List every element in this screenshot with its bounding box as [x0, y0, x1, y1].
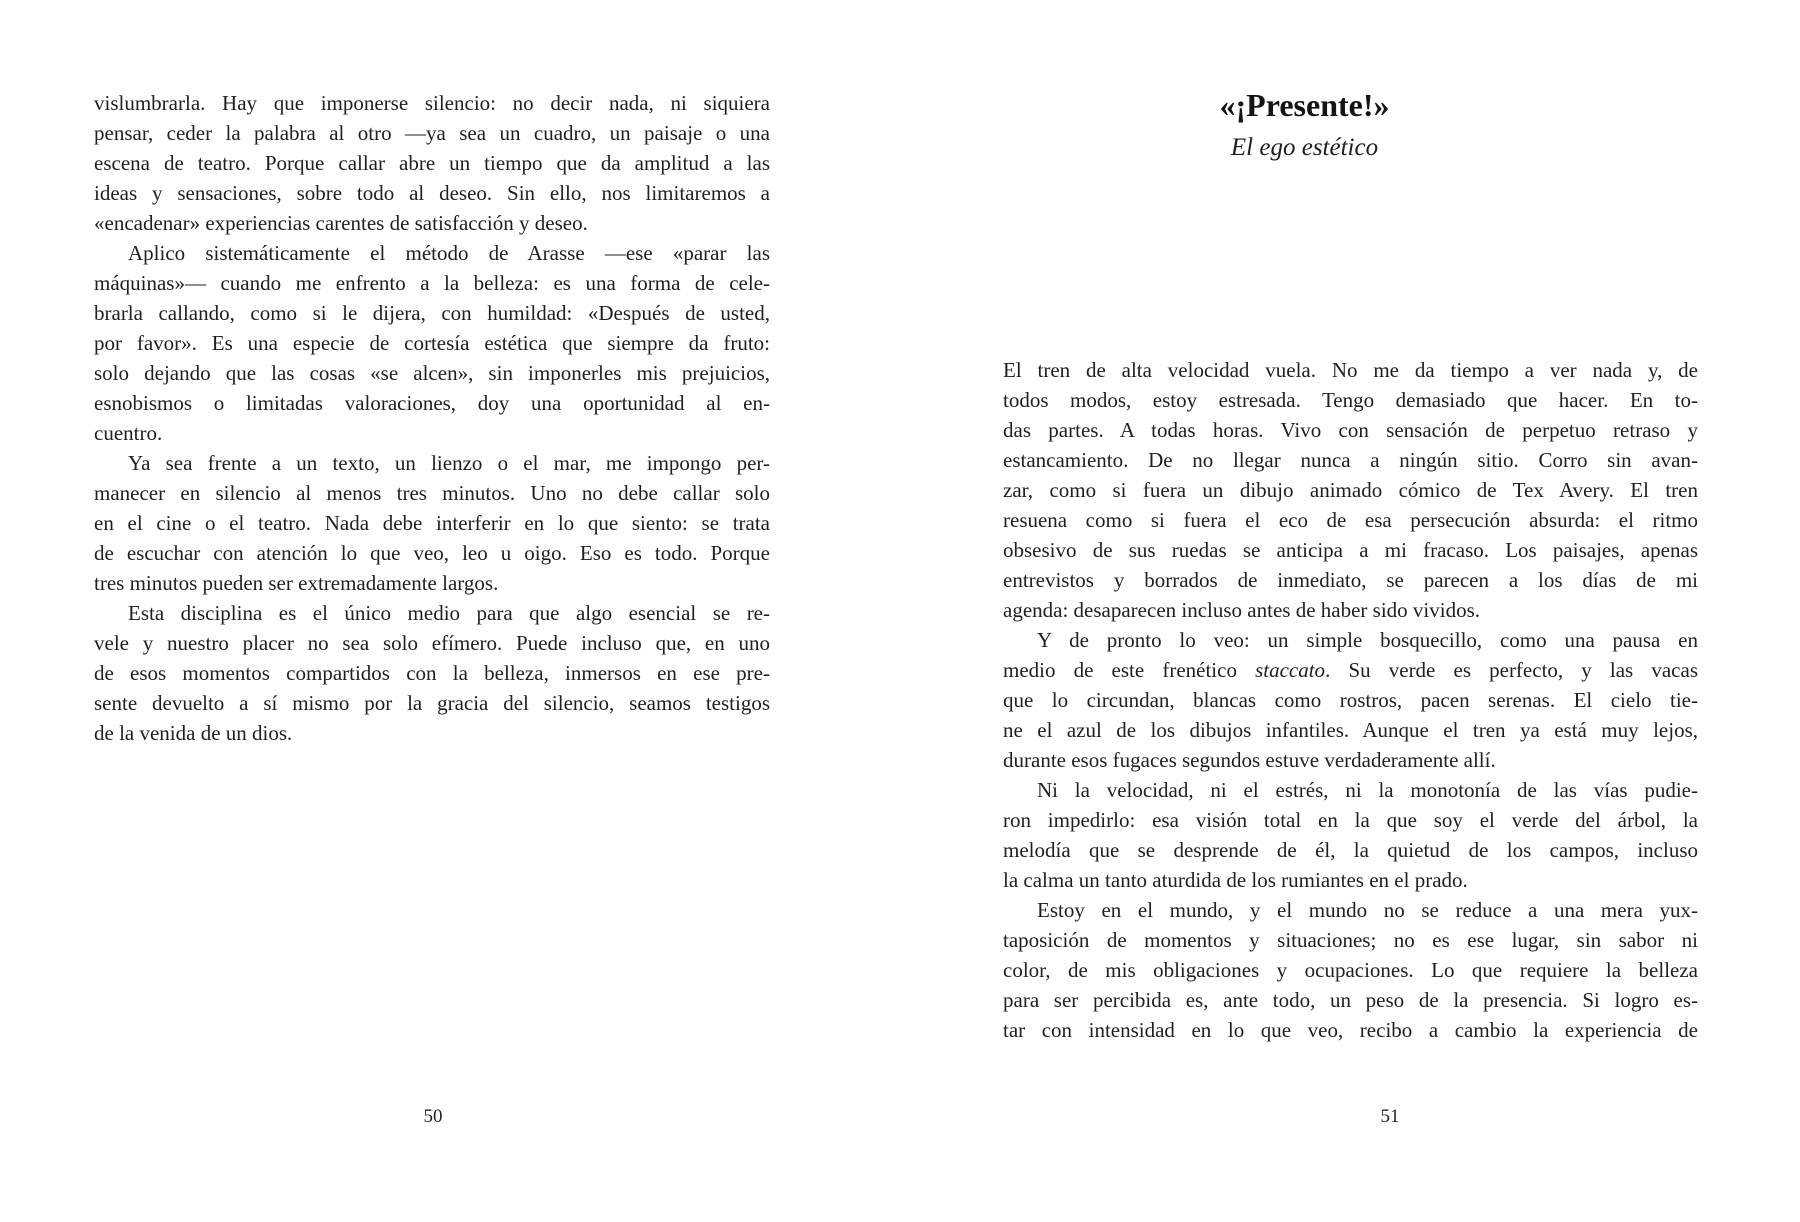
text-line: Aplico sistemáticamente el método de Arasse —ese «parar las [128, 241, 770, 265]
text-line: ideas y sensaciones, sobre todo al deseo. Sin ello, nos limitaremos a [94, 181, 770, 205]
text-line: Ni la velocidad, ni el estrés, ni la monotonía de las vías pudie- [1037, 778, 1698, 802]
text-line: taposición de momentos y situaciones; no es ese lugar, sin sabor ni [1003, 928, 1698, 952]
text-line: color, de mis obligaciones y ocupaciones. Lo que requiere la belleza [1003, 958, 1698, 982]
text-line: en el cine o el teatro. Nada debe interferir en lo que siento: se trata [94, 511, 770, 535]
text-line: Esta disciplina es el único medio para que algo esencial se re- [128, 601, 770, 625]
text-line: tres minutos pueden ser extremadamente largos. [94, 571, 499, 595]
page-number-left: 50 [423, 1106, 443, 1127]
text-line: Ya sea frente a un texto, un lienzo o el mar, me impongo per- [128, 451, 770, 475]
text-line: vislumbrarla. Hay que imponerse silencio: no decir nada, ni siquiera [94, 91, 770, 115]
text-line: melodía que se desprende de él, la quietud de los campos, incluso [1003, 838, 1698, 862]
text-line: estancamiento. De no llegar nunca a ningún sitio. Corro sin avan- [1003, 448, 1698, 472]
text-line: de escuchar con atención lo que veo, leo u oigo. Eso es todo. Porque [94, 541, 770, 565]
text-line: ne el azul de los dibujos infantiles. Aunque el tren ya está muy lejos, [1003, 718, 1698, 742]
text-line: obsesivo de sus ruedas se anticipa a mi fracaso. Los paisajes, apenas [1003, 538, 1698, 562]
chapter-title: «¡Presente!» [1219, 87, 1390, 123]
text-line: pensar, ceder la palabra al otro —ya sea un cuadro, un paisaje o una [94, 121, 770, 145]
text-line: resuena como si fuera el eco de esa persecución absurda: el ritmo [1003, 508, 1698, 532]
text-line: durante esos fugaces segundos estuve verdaderamente allí. [1003, 748, 1496, 772]
text-line: zar, como si fuera un dibujo animado cómico de Tex Avery. El tren [1003, 478, 1698, 502]
chapter-subtitle: El ego estético [1230, 134, 1379, 161]
text-line: Estoy en el mundo, y el mundo no se reduce a una mera yux- [1037, 898, 1698, 922]
text-line: ron impedirlo: esa visión total en la que soy el verde del árbol, la [1003, 808, 1698, 832]
text-line: medio de este frenético staccato. Su verde es perfecto, y las vacas [1003, 658, 1698, 682]
text-line: das partes. A todas horas. Vivo con sensación de perpetuo retraso y [1003, 418, 1698, 442]
text-line: esnobismos o limitadas valoraciones, doy una oportunidad al en- [94, 391, 770, 415]
text-line: Y de pronto lo veo: un simple bosquecillo, como una pausa en [1037, 628, 1698, 652]
text-line: tar con intensidad en lo que veo, recibo a cambio la experiencia de [1003, 1018, 1698, 1042]
text-line: agenda: desaparecen incluso antes de haber sido vividos. [1003, 598, 1481, 622]
text-line: vele y nuestro placer no sea solo efímero. Puede incluso que, en uno [94, 631, 770, 655]
text-line: por favor». Es una especie de cortesía estética que siempre da fruto: [94, 331, 770, 355]
right-page-text [1003, 355, 1698, 1045]
text-line: manecer en silencio al menos tres minutos. Uno no debe callar solo [94, 481, 770, 505]
chapter-header [957, 87, 1652, 163]
text-line: la calma un tanto aturdida de los rumiantes en el prado. [1003, 868, 1468, 892]
text-line: para ser percibida es, ante todo, un peso de la presencia. Si logro es- [1003, 988, 1698, 1012]
text-line: de esos momentos compartidos con la belleza, inmersos en ese pre- [94, 661, 770, 685]
text-line: solo dejando que las cosas «se alcen», sin imponerles mis prejuicios, [94, 361, 770, 385]
text-line: brarla callando, como si le dijera, con humildad: «Después de usted, [94, 301, 770, 325]
text-line: sente devuelto a sí mismo por la gracia del silencio, seamos testigos [94, 691, 770, 715]
text-line: escena de teatro. Porque callar abre un tiempo que da amplitud a las [94, 151, 770, 175]
text-line: El tren de alta velocidad vuela. No me da tiempo a ver nada y, de [1003, 358, 1698, 382]
page-number-right: 51 [1380, 1106, 1400, 1127]
text-line: que lo circundan, blancas como rostros, pacen serenas. El cielo tie- [1003, 688, 1698, 712]
text-line: máquinas»— cuando me enfrento a la belleza: es una forma de cele- [94, 271, 770, 295]
left-page-text [94, 88, 770, 748]
text-line: entrevistos y borrados de inmediato, se parecen a los días de mi [1003, 568, 1698, 592]
text-line: de la venida de un dios. [94, 721, 293, 745]
text-line: todos modos, estoy estresada. Tengo demasiado que hacer. En to- [1003, 388, 1698, 412]
text-line: «encadenar» experiencias carentes de satisfacción y deseo. [94, 211, 588, 235]
text-line: cuentro. [94, 421, 163, 445]
